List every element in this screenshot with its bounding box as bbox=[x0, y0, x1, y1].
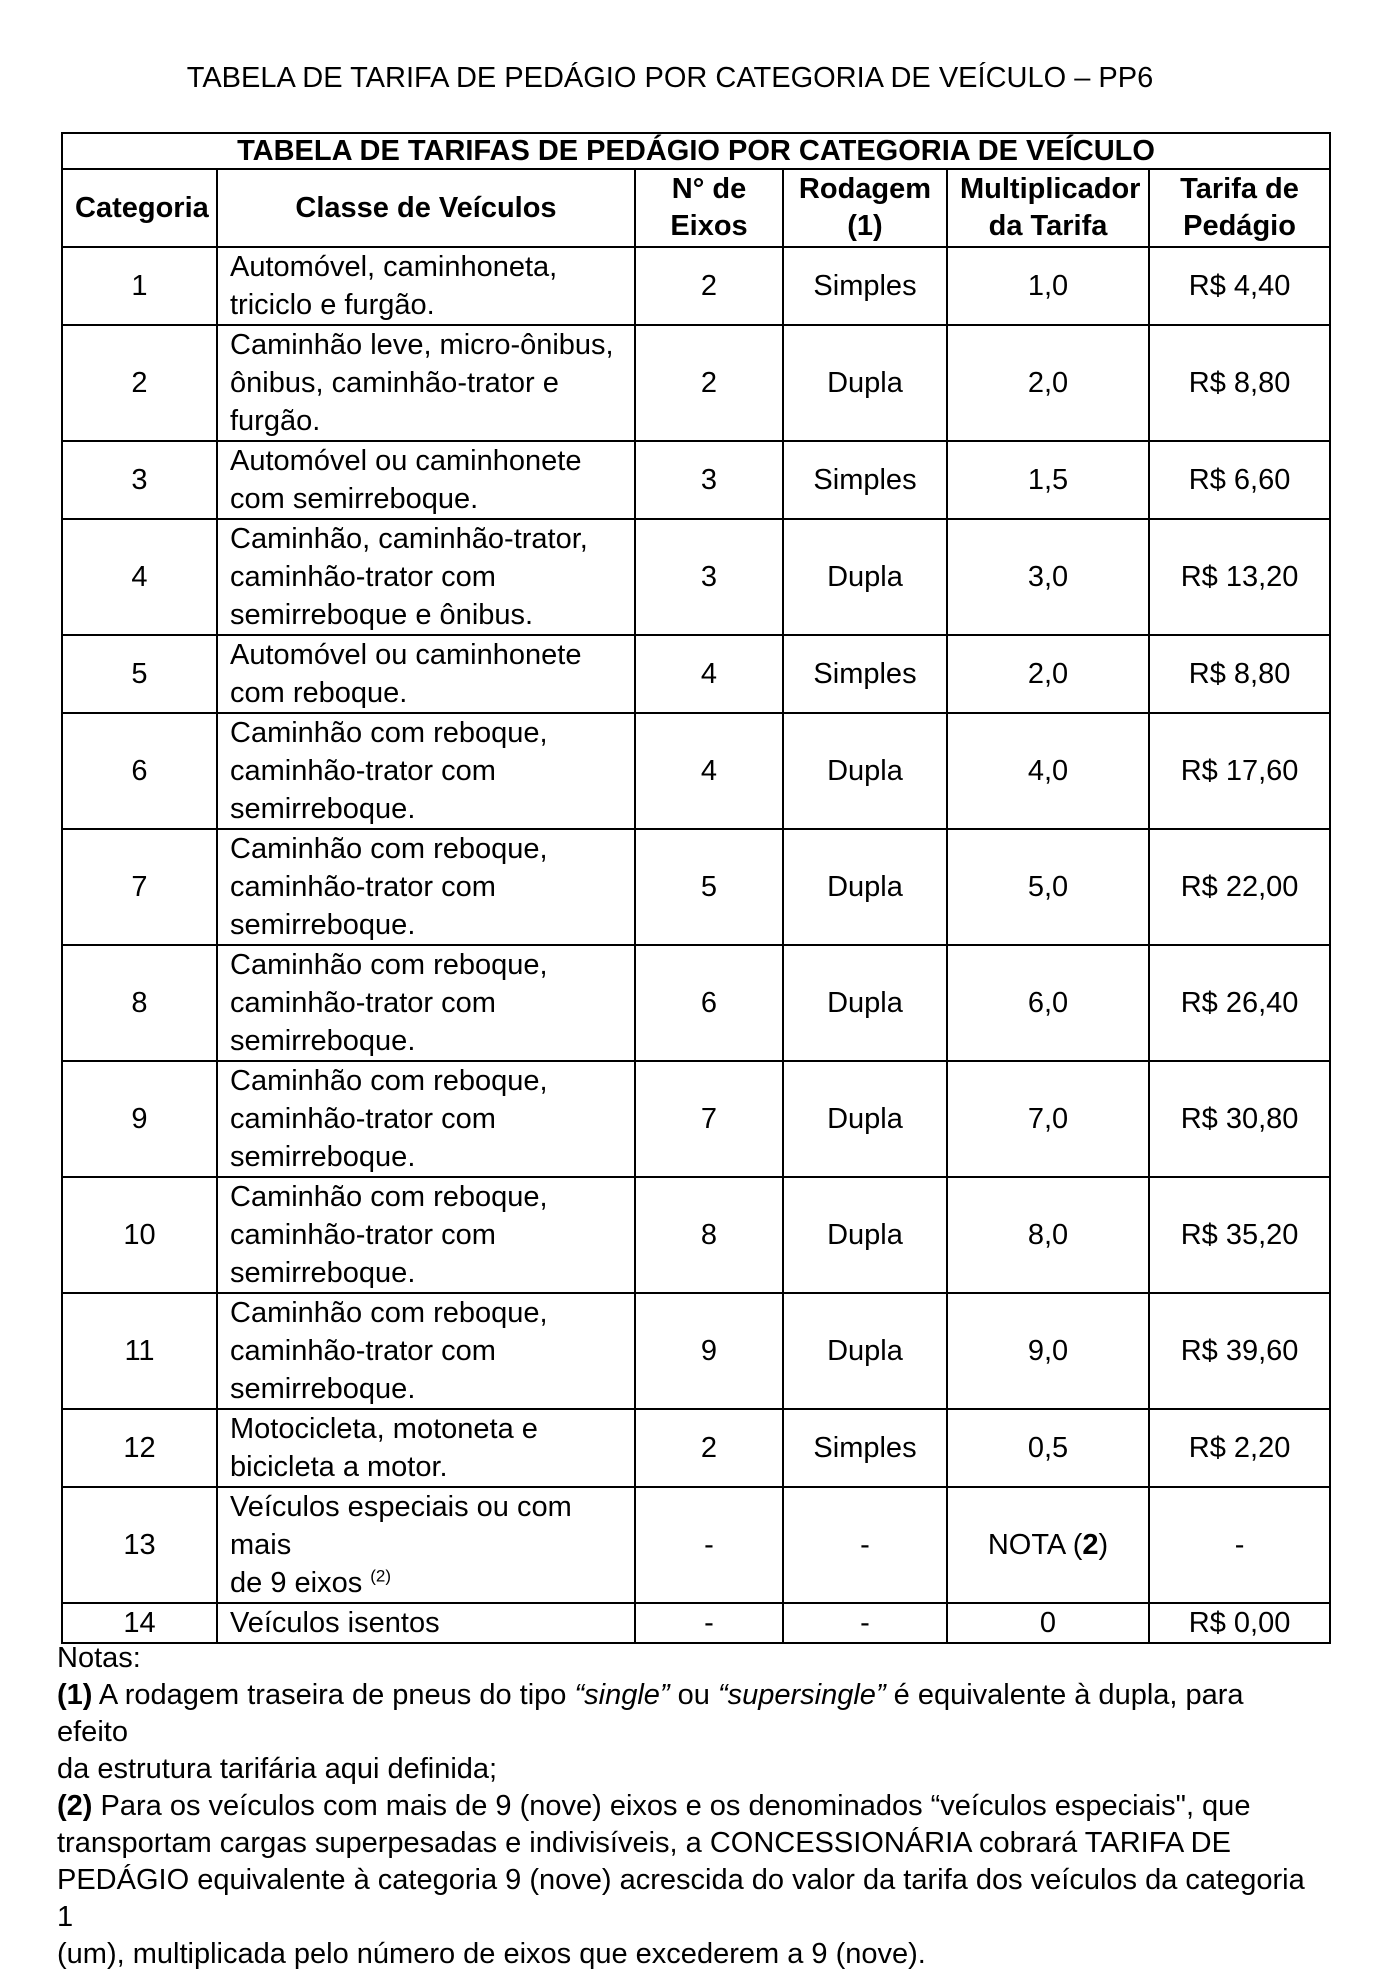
tariff-table bbox=[61, 132, 1331, 1644]
cell-classe bbox=[217, 829, 635, 945]
classe-line: Automóvel, caminhoneta, bbox=[230, 251, 558, 283]
note-reference: (2) bbox=[370, 1566, 392, 1586]
cell-tarifa: R$ 22,00 bbox=[1149, 829, 1330, 945]
cell-tarifa: R$ 8,80 bbox=[1149, 635, 1330, 713]
note-1-text: é equivalente à dupla, para efeito bbox=[57, 1679, 1244, 1748]
cell-categoria: 4 bbox=[62, 519, 217, 635]
document-title: TABELA DE TARIFA DE PEDÁGIO POR CATEGORIA DE VEÍCULO – PP6 bbox=[186, 62, 1154, 94]
header-tarifa bbox=[1149, 169, 1330, 247]
table-row bbox=[62, 247, 1330, 325]
cell-eixos: 4 bbox=[635, 635, 783, 713]
classe-line: semirreboque e ônibus. bbox=[230, 599, 534, 631]
header-classe: Classe de Veículos bbox=[217, 169, 635, 247]
cell-multiplicador: 3,0 bbox=[947, 519, 1149, 635]
cell-multiplicador: 1,5 bbox=[947, 441, 1149, 519]
header-eixos-line1: N° de bbox=[671, 173, 747, 205]
classe-line: caminhão-trator com bbox=[230, 1219, 496, 1251]
classe-line: com reboque. bbox=[230, 677, 408, 709]
classe-line: Caminhão com reboque, bbox=[230, 833, 548, 865]
cell-multiplicador: 7,0 bbox=[947, 1061, 1149, 1177]
cell-rodagem: Dupla bbox=[783, 713, 947, 829]
cell-classe bbox=[217, 713, 635, 829]
table-row bbox=[62, 1061, 1330, 1177]
header-categoria: Categoria bbox=[62, 169, 217, 247]
classe-line: Veículos isentos bbox=[230, 1607, 440, 1639]
cell-classe bbox=[217, 945, 635, 1061]
cell-eixos: 2 bbox=[635, 247, 783, 325]
cell-classe bbox=[217, 325, 635, 441]
cell-eixos: 4 bbox=[635, 713, 783, 829]
cell-eixos: 2 bbox=[635, 325, 783, 441]
cell-multiplicador: 6,0 bbox=[947, 945, 1149, 1061]
cell-classe bbox=[217, 1061, 635, 1177]
table-row bbox=[62, 1487, 1330, 1603]
cell-eixos: 6 bbox=[635, 945, 783, 1061]
cell-rodagem: Simples bbox=[783, 635, 947, 713]
cell-multiplicador: 2,0 bbox=[947, 635, 1149, 713]
cell-tarifa: - bbox=[1149, 1487, 1330, 1603]
cell-multiplicador: 5,0 bbox=[947, 829, 1149, 945]
cell-rodagem: Simples bbox=[783, 441, 947, 519]
classe-line: semirreboque. bbox=[230, 909, 416, 941]
cell-eixos: 5 bbox=[635, 829, 783, 945]
classe-line: caminhão-trator com bbox=[230, 561, 496, 593]
cell-tarifa: R$ 0,00 bbox=[1149, 1603, 1330, 1643]
table-row bbox=[62, 829, 1330, 945]
cell-eixos: 9 bbox=[635, 1293, 783, 1409]
cell-categoria: 13 bbox=[62, 1487, 217, 1603]
cell-categoria: 8 bbox=[62, 945, 217, 1061]
cell-rodagem: - bbox=[783, 1487, 947, 1603]
classe-line: Caminhão com reboque, bbox=[230, 717, 548, 749]
classe-line: semirreboque. bbox=[230, 1257, 416, 1289]
cell-categoria: 6 bbox=[62, 713, 217, 829]
cell-multiplicador: 0,5 bbox=[947, 1409, 1149, 1487]
cell-tarifa: R$ 39,60 bbox=[1149, 1293, 1330, 1409]
cell-eixos: 2 bbox=[635, 1409, 783, 1487]
classe-line: Motocicleta, motoneta e bbox=[230, 1413, 538, 1445]
note-2-text: transportam cargas superpesadas e indivisíveis, a CONCESSIONÁRIA cobrará TARIFA DE bbox=[57, 1827, 1231, 1859]
cell-categoria: 14 bbox=[62, 1603, 217, 1643]
cell-categoria: 9 bbox=[62, 1061, 217, 1177]
note-2 bbox=[57, 1788, 1317, 1973]
cell-categoria: 3 bbox=[62, 441, 217, 519]
nota-number: 2 bbox=[1082, 1529, 1099, 1561]
classe-line: Veículos especiais ou com mais bbox=[230, 1491, 572, 1561]
cell-tarifa: R$ 13,20 bbox=[1149, 519, 1330, 635]
header-eixos-line2: Eixos bbox=[670, 210, 748, 242]
cell-multiplicador bbox=[947, 1487, 1149, 1603]
cell-rodagem: Dupla bbox=[783, 1061, 947, 1177]
cell-categoria: 2 bbox=[62, 325, 217, 441]
table-row bbox=[62, 945, 1330, 1061]
cell-rodagem: Dupla bbox=[783, 829, 947, 945]
header-multiplicador-line1: Multiplicador bbox=[960, 173, 1141, 205]
note-1-text: da estrutura tarifária aqui definida; bbox=[57, 1753, 498, 1785]
cell-tarifa: R$ 35,20 bbox=[1149, 1177, 1330, 1293]
cell-rodagem: Dupla bbox=[783, 1293, 947, 1409]
cell-tarifa: R$ 17,60 bbox=[1149, 713, 1330, 829]
header-tarifa-line1: Tarifa de bbox=[1180, 173, 1299, 205]
note-1-text: A rodagem traseira de pneus do tipo bbox=[92, 1679, 575, 1711]
cell-rodagem: Dupla bbox=[783, 519, 947, 635]
cell-classe bbox=[217, 247, 635, 325]
table-row bbox=[62, 713, 1330, 829]
cell-multiplicador: 0 bbox=[947, 1603, 1149, 1643]
classe-line: caminhão-trator com bbox=[230, 1103, 496, 1135]
classe-line: Caminhão com reboque, bbox=[230, 1065, 548, 1097]
note-1-marker: (1) bbox=[57, 1679, 93, 1711]
cell-multiplicador: 4,0 bbox=[947, 713, 1149, 829]
note-1-italic: “supersingle” bbox=[717, 1679, 886, 1711]
cell-multiplicador: 1,0 bbox=[947, 247, 1149, 325]
classe-line: caminhão-trator com bbox=[230, 755, 496, 787]
cell-classe bbox=[217, 1177, 635, 1293]
cell-rodagem: Dupla bbox=[783, 1177, 947, 1293]
cell-classe bbox=[217, 635, 635, 713]
cell-rodagem: Simples bbox=[783, 247, 947, 325]
classe-line: caminhão-trator com bbox=[230, 1335, 496, 1367]
table-row bbox=[62, 325, 1330, 441]
cell-eixos: - bbox=[635, 1487, 783, 1603]
note-2-text: PEDÁGIO equivalente à categoria 9 (nove) acrescida do valor da tarifa dos veículos da categoria 1 bbox=[57, 1864, 1305, 1933]
cell-classe bbox=[217, 1487, 635, 1603]
classe-line: semirreboque. bbox=[230, 793, 416, 825]
classe-line: triciclo e furgão. bbox=[230, 289, 435, 321]
classe-line: furgão. bbox=[230, 405, 321, 437]
notes-heading: Notas: bbox=[57, 1642, 141, 1674]
note-2-marker: (2) bbox=[57, 1790, 93, 1822]
note-1 bbox=[57, 1677, 1317, 1788]
classe-line: semirreboque. bbox=[230, 1373, 416, 1405]
note-1-text: ou bbox=[669, 1679, 718, 1711]
classe-line: Caminhão com reboque, bbox=[230, 1181, 548, 1213]
cell-categoria: 7 bbox=[62, 829, 217, 945]
header-eixos bbox=[635, 169, 783, 247]
cell-multiplicador: 8,0 bbox=[947, 1177, 1149, 1293]
cell-rodagem: Simples bbox=[783, 1409, 947, 1487]
nota-suffix: ) bbox=[1098, 1529, 1109, 1561]
cell-categoria: 1 bbox=[62, 247, 217, 325]
note-2-text: Para os veículos com mais de 9 (nove) eixos e os denominados “veículos especiais", que bbox=[92, 1790, 1251, 1822]
header-rodagem bbox=[783, 169, 947, 247]
cell-eixos: 3 bbox=[635, 441, 783, 519]
table-caption: TABELA DE TARIFAS DE PEDÁGIO POR CATEGORIA DE VEÍCULO bbox=[62, 133, 1330, 169]
classe-line: caminhão-trator com bbox=[230, 871, 496, 903]
cell-rodagem: - bbox=[783, 1603, 947, 1643]
classe-line: semirreboque. bbox=[230, 1025, 416, 1057]
classe-line: Caminhão leve, micro-ônibus, bbox=[230, 329, 614, 361]
cell-multiplicador: 2,0 bbox=[947, 325, 1149, 441]
cell-eixos: 8 bbox=[635, 1177, 783, 1293]
table-row bbox=[62, 635, 1330, 713]
nota-prefix: NOTA ( bbox=[987, 1529, 1083, 1561]
classe-line: de 9 eixos bbox=[230, 1567, 363, 1599]
classe-line: Automóvel ou caminhonete bbox=[230, 445, 582, 477]
cell-classe bbox=[217, 1293, 635, 1409]
note-1-italic: “single” bbox=[574, 1679, 670, 1711]
cell-tarifa: R$ 2,20 bbox=[1149, 1409, 1330, 1487]
cell-classe bbox=[217, 1409, 635, 1487]
table-row bbox=[62, 1293, 1330, 1409]
note-2-text: (um), multiplicada pelo número de eixos que excederem a 9 (nove). bbox=[57, 1938, 926, 1970]
cell-eixos: 7 bbox=[635, 1061, 783, 1177]
classe-line: bicicleta a motor. bbox=[230, 1451, 448, 1483]
table-row bbox=[62, 1177, 1330, 1293]
cell-categoria: 11 bbox=[62, 1293, 217, 1409]
cell-categoria: 5 bbox=[62, 635, 217, 713]
cell-tarifa: R$ 26,40 bbox=[1149, 945, 1330, 1061]
cell-tarifa: R$ 30,80 bbox=[1149, 1061, 1330, 1177]
table-row bbox=[62, 519, 1330, 635]
header-rodagem-line1: Rodagem bbox=[798, 173, 932, 205]
table-row bbox=[62, 1409, 1330, 1487]
classe-line: Caminhão, caminhão-trator, bbox=[230, 523, 588, 555]
cell-categoria: 12 bbox=[62, 1409, 217, 1487]
header-tarifa-line2: Pedágio bbox=[1183, 210, 1296, 242]
cell-tarifa: R$ 4,40 bbox=[1149, 247, 1330, 325]
cell-rodagem: Dupla bbox=[783, 945, 947, 1061]
header-rodagem-line2: (1) bbox=[847, 210, 883, 242]
classe-line: Caminhão com reboque, bbox=[230, 1297, 548, 1329]
cell-eixos: 3 bbox=[635, 519, 783, 635]
table-row bbox=[62, 441, 1330, 519]
cell-rodagem: Dupla bbox=[783, 325, 947, 441]
classe-line: caminhão-trator com bbox=[230, 987, 496, 1019]
cell-eixos: - bbox=[635, 1603, 783, 1643]
header-multiplicador bbox=[947, 169, 1149, 247]
classe-line: ônibus, caminhão-trator e bbox=[230, 367, 559, 399]
classe-line: com semirreboque. bbox=[230, 483, 479, 515]
cell-multiplicador: 9,0 bbox=[947, 1293, 1149, 1409]
classe-line: Automóvel ou caminhonete bbox=[230, 639, 582, 671]
classe-line: Caminhão com reboque, bbox=[230, 949, 548, 981]
notes-section bbox=[57, 1640, 1317, 1973]
cell-tarifa: R$ 6,60 bbox=[1149, 441, 1330, 519]
header-multiplicador-line2: da Tarifa bbox=[988, 210, 1108, 242]
cell-tarifa: R$ 8,80 bbox=[1149, 325, 1330, 441]
cell-classe bbox=[217, 1603, 635, 1643]
classe-line: semirreboque. bbox=[230, 1141, 416, 1173]
cell-categoria: 10 bbox=[62, 1177, 217, 1293]
cell-classe bbox=[217, 441, 635, 519]
cell-classe bbox=[217, 519, 635, 635]
table-row bbox=[62, 1603, 1330, 1643]
